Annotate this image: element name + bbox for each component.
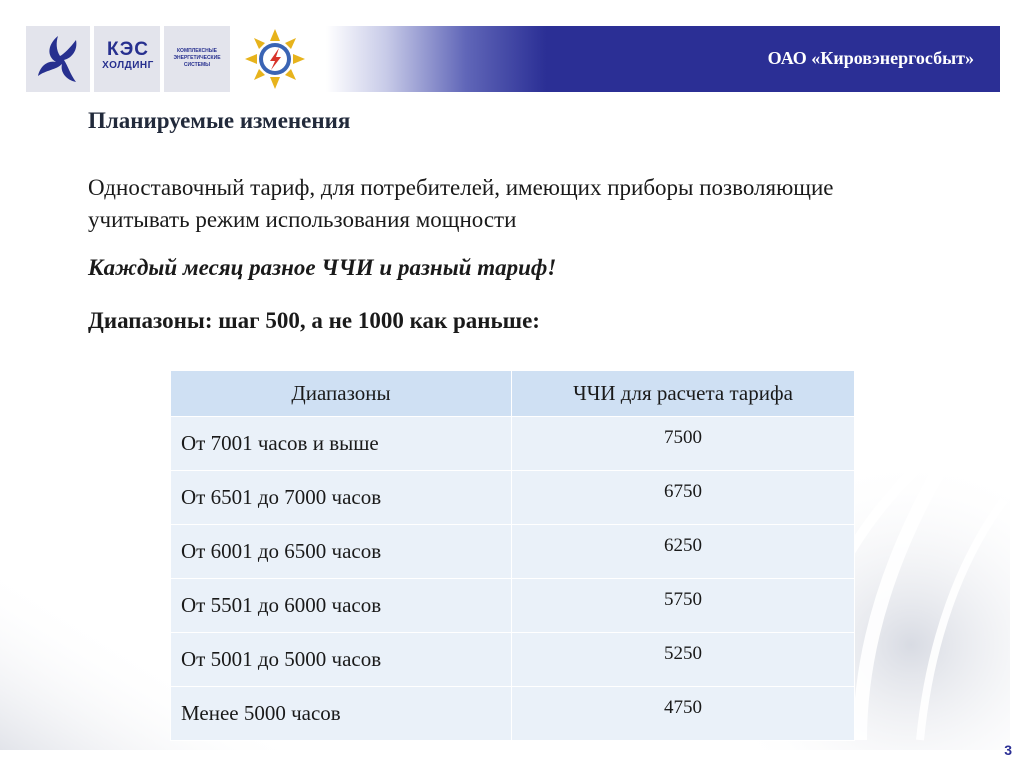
hours-cell: 5750	[512, 579, 855, 633]
table-row	[171, 579, 855, 633]
hours-cell: 6250	[512, 525, 855, 579]
table-row	[171, 417, 855, 471]
hours-cell: 6750	[512, 471, 855, 525]
hours-cell: 4750	[512, 687, 855, 741]
table-row	[171, 471, 855, 525]
range-cell: От 5001 до 5000 часов	[171, 633, 512, 687]
page-title: Планируемые изменения	[88, 108, 351, 133]
table-row	[171, 633, 855, 687]
systems-logo-line-3: СИСТЕМЫ	[183, 62, 211, 68]
range-cell: От 7001 часов и выше	[171, 417, 512, 471]
page-number: 3	[1004, 742, 1012, 758]
hours-cell: 5250	[512, 633, 855, 687]
range-cell: От 6501 до 7000 часов	[171, 471, 512, 525]
ranges-note: Диапазоны: шаг 500, а не 1000 как раньше:	[88, 308, 540, 333]
energy-sun-logo-icon	[240, 26, 310, 92]
systems-logo-line-1: КОМПЛЕКСНЫЕ	[177, 48, 217, 54]
range-cell: От 5501 до 6000 часов	[171, 579, 512, 633]
company-name: ОАО «Кировэнергосбыт»	[767, 48, 974, 68]
column-header-hours: ЧЧИ для расчета тарифа	[512, 371, 855, 417]
kes-holding-logo	[100, 40, 156, 72]
tariff-description: Одноставочный тариф, для потребителей, имеющих приборы позволяющие учитывать режим использования мощности	[88, 175, 834, 232]
table-row	[171, 525, 855, 579]
swirl-logo-icon	[26, 26, 90, 92]
holding-logo-text: ХОЛДИНГ	[102, 60, 154, 71]
range-cell: От 6001 до 6500 часов	[171, 525, 512, 579]
table-header-row	[171, 371, 855, 417]
range-cell: Менее 5000 часов	[171, 687, 512, 741]
kes-logo-text: КЭС	[106, 39, 150, 60]
column-header-ranges: Диапазоны	[171, 371, 512, 417]
emphasis-note: Каждый месяц разное ЧЧИ и разный тариф!	[88, 255, 557, 280]
hours-cell: 7500	[512, 417, 855, 471]
logo-panel-swirl	[26, 26, 90, 92]
tariff-table	[170, 370, 855, 741]
systems-logo	[168, 48, 226, 69]
table-row	[171, 687, 855, 741]
systems-logo-line-2: ЭНЕРГЕТИЧЕСКИЕ	[173, 55, 221, 61]
